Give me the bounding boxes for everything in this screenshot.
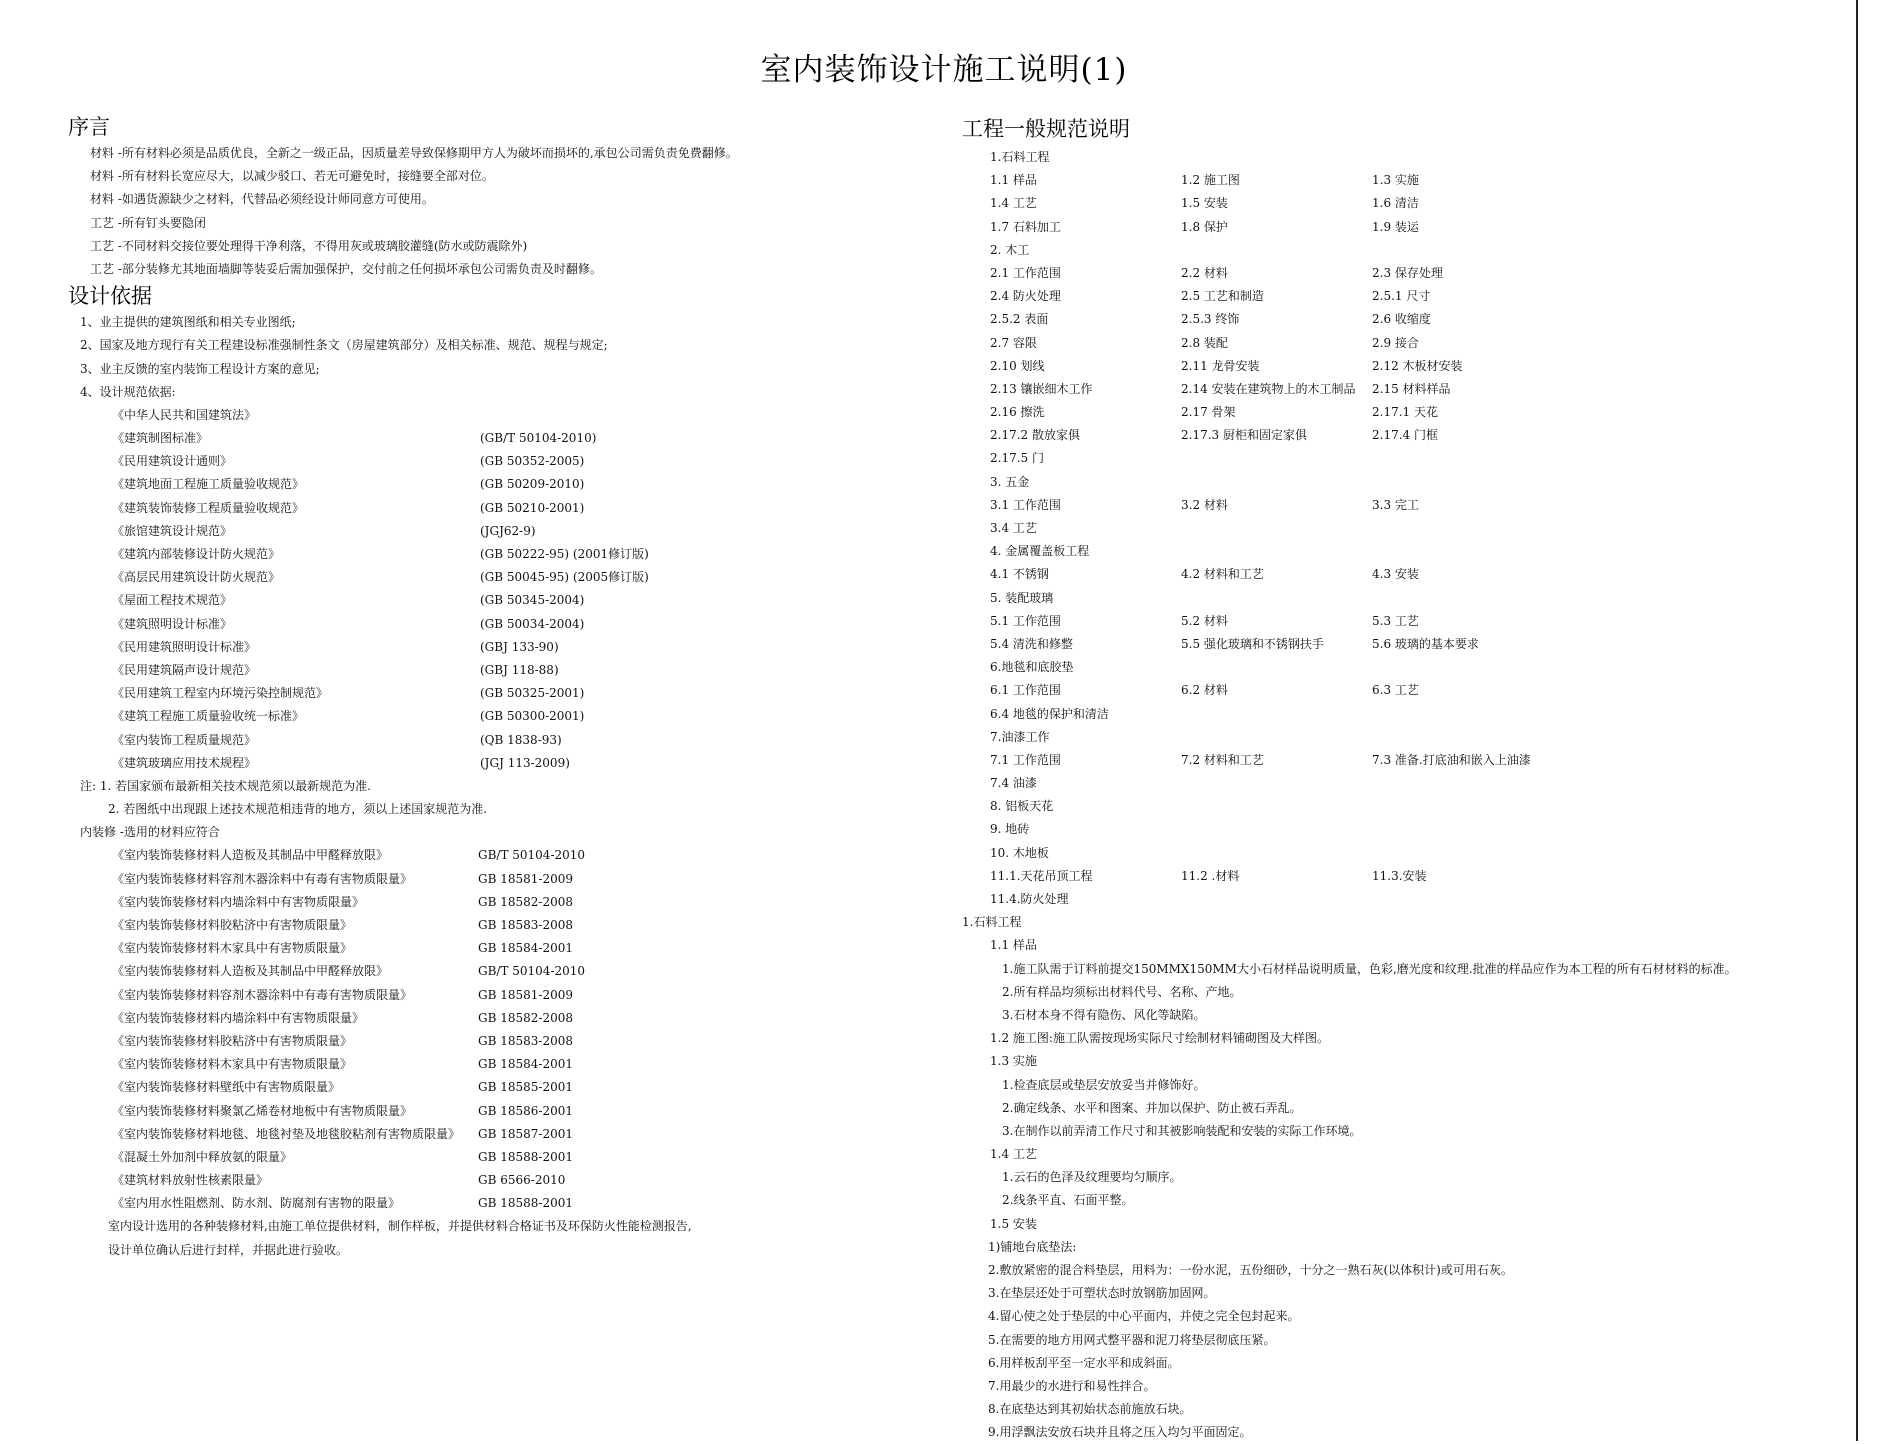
standard-name: 《民用建筑隔声设计规范》	[112, 662, 257, 677]
detail-line: 7.用最少的水进行和易性拌合。	[988, 1378, 1156, 1393]
spec-cell: 4.3 安装	[1372, 567, 1419, 582]
standard-code: (GB/T 50104-2010)	[480, 431, 597, 446]
spec-row	[962, 216, 1842, 239]
standard-row	[68, 752, 948, 775]
standard-code: (GB 50300-2001)	[480, 709, 585, 724]
material-row	[68, 844, 948, 867]
standard-code: (QB 1838-93)	[480, 732, 562, 747]
detail-line: 1.1 样品	[990, 938, 1037, 953]
spec-section-title: 5. 装配玻璃	[990, 590, 1054, 605]
spec-cell: 2.12 木板材安装	[1372, 358, 1463, 373]
spec-cell: 2.10 划线	[990, 358, 1045, 373]
material-name: 《室内装饰装修材料容剂木器涂料中有毒有害物质限量》	[112, 987, 413, 1002]
page-title: 室内装饰设计施工说明(1)	[760, 52, 1128, 88]
spec-cell: 1.6 清洁	[1372, 196, 1419, 211]
material-code: GB 18583-2008	[478, 918, 573, 932]
spec-cell: 1.8 保护	[1181, 219, 1228, 234]
spec-cell: 2.5 工艺和制造	[1181, 289, 1264, 304]
standard-code: (JGJ62-9)	[480, 523, 536, 538]
standard-row	[68, 450, 948, 473]
detail-line: 2.所有样品均须标出材料代号、名称、产地。	[1002, 984, 1242, 999]
standard-name: 《室内装饰工程质量规范》	[112, 732, 257, 747]
basis-item: 1、业主提供的建筑图纸和相关专业图纸;	[80, 315, 296, 330]
standard-row	[68, 636, 948, 659]
material-row	[68, 1169, 948, 1192]
spec-cell: 1.5 安装	[1181, 196, 1228, 211]
material-code: GB/T 50104-2010	[478, 848, 586, 863]
detail-line: 1.施工队需于订料前提交150MMX150MM大小石材样品说明质量，色彩,磨光度和纹理.批准的样品应作为本工程的所有石材材料的标准。	[1002, 961, 1737, 976]
material-name: 《室内装饰装修材料人造板及其制品中甲醛释放限》	[112, 964, 389, 979]
detail-line: 1.云石的色泽及纹理要均匀顺序。	[1002, 1170, 1182, 1185]
detail-line: 8.在底垫达到其初始状态前施放石块。	[988, 1402, 1192, 1417]
material-row	[68, 937, 948, 960]
detail-line: 4.留心使之处于垫层的中心平面内，并使之完全包封起来。	[988, 1309, 1300, 1324]
material-code: GB 18588-2001	[478, 1149, 573, 1164]
spec-cell: 1.9 装运	[1372, 219, 1419, 234]
standards-list	[68, 404, 948, 775]
note-1: 注: 1. 若国家颁布最新相关技术规范须以最新规范为准.	[80, 778, 371, 793]
spec-heading: 工程一般规范说明	[962, 117, 1130, 141]
standard-code: (GB 50045-95) (2005修订版)	[480, 570, 649, 585]
material-code: GB 6566-2010	[478, 1173, 566, 1188]
spec-cell: 1.1 样品	[990, 173, 1037, 188]
spec-section-title: 7.4 油漆	[990, 776, 1037, 791]
spec-section-title: 7.油漆工作	[990, 729, 1050, 744]
standard-name: 《民用建筑照明设计标准》	[112, 639, 257, 654]
material-name: 《室内装饰装修材料容剂木器涂料中有毒有害物质限量》	[112, 871, 413, 886]
spec-cell: 6.1 工作范围	[990, 683, 1061, 698]
standard-row	[68, 520, 948, 543]
detail-line: 6.用样板刮平至一定水平和成斜面。	[988, 1355, 1180, 1370]
detail-line: 2.敷放紧密的混合料垫层，用料为：一份水泥，五份细砂，十分之一熟石灰(以体积计)或可用石灰。	[988, 1263, 1513, 1277]
page-border	[1856, 0, 1858, 1441]
standard-row	[68, 543, 948, 566]
material-row	[68, 868, 948, 891]
spec-row	[962, 424, 1842, 447]
spec-row	[962, 169, 1842, 192]
spec-section-title: 9. 地砖	[990, 822, 1030, 837]
detail-line: 2.线条平直、石面平整。	[1002, 1193, 1134, 1208]
standard-code: (GB 50210-2001)	[480, 500, 585, 515]
standard-row	[68, 473, 948, 496]
standard-row	[68, 659, 948, 682]
detail-line: 2.确定线条、水平和图案、并加以保护、防止被石弄乱。	[1002, 1100, 1302, 1115]
material-name: 《室内装饰装修材料壁纸中有害物质限量》	[112, 1080, 341, 1095]
standard-code: (GBJ 118-88)	[480, 662, 559, 677]
spec-cell: 2.4 防火处理	[990, 289, 1061, 304]
spec-section-title: 6.4 地毯的保护和清洁	[990, 706, 1109, 721]
spec-row	[962, 865, 1842, 888]
spec-section-title: 3. 五金	[990, 474, 1030, 489]
spec-cell: 2.7 容限	[990, 335, 1037, 350]
standard-row	[68, 705, 948, 728]
spec-row	[962, 563, 1842, 586]
material-row	[68, 1007, 948, 1030]
material-row	[68, 1146, 948, 1169]
spec-row	[962, 749, 1842, 772]
standard-name: 《民用建筑设计通则》	[112, 454, 233, 469]
spec-row	[962, 401, 1842, 424]
standard-row	[68, 404, 948, 427]
preface-section	[68, 142, 948, 281]
spec-cell: 4.1 不锈钢	[990, 567, 1049, 582]
spec-cell: 6.2 材料	[1181, 683, 1228, 698]
material-code: GB 18581-2009	[478, 987, 573, 1002]
material-name: 《室内装饰装修材料木家具中有害物质限量》	[112, 1057, 353, 1072]
standard-row	[68, 589, 948, 612]
detail-line: 1.石料工程	[962, 915, 1022, 930]
spec-cell: 2.11 龙骨安装	[1181, 358, 1260, 373]
spec-row	[962, 633, 1842, 656]
material-name: 《室内装饰装修材料内墙涂料中有害物质限量》	[112, 1010, 365, 1025]
material-code: GB 18585-2001	[478, 1080, 573, 1095]
spec-cell: 3.1 工作范围	[990, 497, 1061, 512]
note-2: 2. 若图纸中出现跟上述技术规范相违背的地方，须以上述国家规范为准.	[108, 802, 488, 817]
spec-section-title: 4. 金属覆盖板工程	[990, 544, 1090, 559]
detail-line: 1.检查底层或垫层安放妥当并修饰好。	[1002, 1077, 1206, 1092]
spec-row	[962, 285, 1842, 308]
material-code: GB 18584-2001	[478, 941, 573, 956]
basis-item: 2、国家及地方现行有关工程建设标准强制性条文（房屋建筑部分）及相关标准、规范、规程与规定;	[80, 338, 608, 353]
material-code: GB 18584-2001	[478, 1057, 573, 1072]
material-code: GB 18582-2008	[478, 1010, 573, 1025]
spec-cell: 2.17.4 门框	[1372, 428, 1438, 443]
material-row	[68, 1100, 948, 1123]
basis-item: 3、业主反馈的室内装饰工程设计方案的意见;	[80, 361, 320, 376]
spec-cell: 5.6 玻璃的基本要求	[1372, 636, 1479, 651]
standard-name: 《建筑内部装修设计防火规范》	[112, 547, 281, 561]
basis-section	[68, 311, 948, 1262]
spec-cell: 3.3 完工	[1372, 497, 1419, 512]
spec-row	[962, 679, 1842, 702]
spec-cell: 2.13 镶嵌细木工作	[990, 381, 1093, 396]
detail-line: 1)铺地台底垫法:	[988, 1239, 1077, 1254]
spec-row	[962, 308, 1842, 331]
spec-cell: 2.3 保存处理	[1372, 265, 1443, 280]
standard-code: (GB 50345-2004)	[480, 593, 585, 608]
standard-row	[68, 682, 948, 705]
standard-name: 《中华人民共和国建筑法》	[112, 407, 257, 422]
material-code: GB 18581-2009	[478, 871, 573, 886]
preface-line: 材料 -所有材料必须是品质优良，全新之一级正品，因质量差导致保修期甲方人为破坏而损坏的,承包公司需负责免费翻修。	[90, 146, 738, 160]
spec-cell: 2.17.1 天花	[1372, 405, 1438, 420]
detail-line: 5.在需要的地方用网式整平器和泥刀将垫层彻底压紧。	[988, 1332, 1276, 1347]
detail-line: 1.4 工艺	[990, 1147, 1037, 1162]
spec-cell: 3.2 材料	[1181, 497, 1228, 512]
standard-row	[68, 566, 948, 589]
spec-row	[962, 355, 1842, 378]
spec-section-title: 2.17.5 门	[990, 451, 1044, 466]
spec-cell: 5.1 工作范围	[990, 613, 1061, 628]
preface-line: 工艺 -所有钉头要隐闭	[90, 215, 206, 230]
material-name: 《室内用水性阻燃剂、防水剂、防腐剂有害物的限量》	[112, 1196, 401, 1211]
material-name: 《室内装饰装修材料人造板及其制品中甲醛释放限》	[112, 848, 389, 863]
material-row	[68, 1192, 948, 1215]
detail-line: 3.石材本身不得有隐伤、风化等缺陷。	[1002, 1007, 1206, 1022]
right-column	[962, 114, 1842, 1445]
standard-code: (GB 50034-2004)	[480, 616, 585, 631]
standard-name: 《旅馆建筑设计规范》	[112, 523, 233, 538]
spec-cell: 2.1 工作范围	[990, 265, 1061, 280]
left-column	[68, 112, 948, 1262]
material-name: 《室内装饰装修材料胶粘济中有害物质限量》	[112, 918, 353, 932]
standard-name: 《民用建筑工程室内环境污染控制规范》	[112, 686, 329, 701]
standard-code: (GB 50209-2010)	[480, 477, 585, 492]
preface-line: 工艺 -不同材料交接位要处理得干净利落，不得用灰或玻璃胶灌缝(防水或防震除外)	[90, 238, 528, 253]
material-code: GB 18586-2001	[478, 1103, 573, 1118]
material-row	[68, 984, 948, 1007]
spec-section-title: 6.地毯和底胶垫	[990, 660, 1074, 675]
spec-row	[962, 378, 1842, 401]
spec-cell: 2.16 擦洗	[990, 405, 1045, 420]
spec-cell: 5.4 清洗和修整	[990, 636, 1073, 651]
spec-cell: 5.3 工艺	[1372, 613, 1419, 628]
spec-section-title: 1.石料工程	[990, 150, 1050, 164]
material-name: 《室内装饰装修材料胶粘济中有害物质限量》	[112, 1033, 353, 1048]
standard-code: (GB 50222-95) (2001修订版)	[480, 547, 649, 561]
standard-name: 《高层民用建筑设计防火规范》	[112, 570, 281, 585]
detail-line: 1.5 安装	[990, 1216, 1037, 1231]
preface-line: 材料 -如遇货源缺少之材料，代替品必须经设计师同意方可使用。	[90, 192, 434, 207]
material-row	[68, 891, 948, 914]
material-name: 《室内装饰装修材料木家具中有害物质限量》	[112, 941, 353, 956]
spec-cell: 2.5.2 表面	[990, 312, 1049, 327]
detail-line: 1.3 实施	[990, 1054, 1037, 1069]
material-code: GB 18583-2008	[478, 1033, 573, 1048]
standard-code: (GBJ 133-90)	[480, 639, 559, 654]
material-row	[68, 960, 948, 983]
materials-heading: 内装修 -选用的材料应符合	[80, 825, 220, 840]
standard-row	[68, 613, 948, 636]
detail-line: 1.2 施工图:施工队需按现场实际尺寸绘制材料铺砌图及大样图。	[990, 1031, 1329, 1046]
spec-cell: 2.17.3 厨柜和固定家俱	[1181, 428, 1307, 443]
detail-line: 9.用浮飘法安放石块并且将之压入均匀平面固定。	[988, 1425, 1252, 1440]
material-row	[68, 1076, 948, 1099]
spec-cell: 1.7 石料加工	[990, 219, 1061, 234]
spec-cell: 2.5.1 尺寸	[1372, 289, 1431, 304]
spec-cell: 2.17.2 散放家俱	[990, 428, 1080, 443]
material-row	[68, 914, 948, 937]
basis-heading: 设计依据	[68, 284, 152, 309]
standard-code: (JGJ 113-2009)	[480, 755, 570, 770]
standard-code: (GB 50325-2001)	[480, 686, 585, 701]
preface-line: 工艺 -部分装修尤其地面墙脚等装妥后需加强保护，交付前之任何损坏承包公司需负责及时翻修。	[90, 261, 602, 276]
spec-section-title: 11.4.防火处理	[990, 892, 1069, 906]
standard-name: 《建筑玻璃应用技术规程》	[112, 755, 257, 770]
standard-row	[68, 497, 948, 520]
standard-code: (GB 50352-2005)	[480, 454, 585, 469]
spec-cell: 2.17 骨架	[1181, 405, 1236, 420]
material-row	[68, 1030, 948, 1053]
spec-cell: 6.3 工艺	[1372, 683, 1419, 698]
spec-index	[962, 146, 1842, 911]
standard-name: 《建筑工程施工质量验收统一标准》	[112, 709, 305, 724]
material-name: 《室内装饰装修材料地毯、地毯衬垫及地毯胶粘剂有害物质限量》	[112, 1126, 461, 1141]
material-name: 《建筑材料放射性核素限量》	[112, 1173, 269, 1188]
spec-cell: 11.2 .材料	[1181, 868, 1240, 883]
spec-section-title: 10. 木地板	[990, 845, 1049, 860]
standard-row	[68, 729, 948, 752]
spec-cell: 1.4 工艺	[990, 196, 1037, 211]
spec-cell: 5.2 材料	[1181, 613, 1228, 628]
spec-section-title: 8. 铝板天花	[990, 799, 1054, 814]
materials-list	[68, 844, 948, 1215]
spec-cell: 2.9 接合	[1372, 335, 1419, 350]
spec-cell: 2.15 材料样品	[1372, 381, 1451, 396]
standard-name: 《建筑照明设计标准》	[112, 616, 233, 631]
material-code: GB 18582-2008	[478, 894, 573, 909]
basis-item: 4、设计规范依据:	[80, 384, 176, 399]
spec-row	[962, 332, 1842, 355]
spec-section-title: 2. 木工	[990, 242, 1030, 257]
spec-row	[962, 262, 1842, 285]
standard-name: 《屋面工程技术规范》	[112, 593, 233, 608]
spec-cell: 2.8 装配	[1181, 335, 1228, 350]
spec-cell: 2.2 材料	[1181, 265, 1228, 280]
material-row	[68, 1053, 948, 1076]
material-code: GB 18588-2001	[478, 1196, 573, 1211]
spec-detail	[962, 911, 1842, 1444]
spec-cell: 5.5 强化玻璃和不锈钢扶手	[1181, 636, 1324, 651]
standard-name: 《建筑制图标准》	[112, 431, 209, 446]
material-code: GB 18587-2001	[478, 1126, 573, 1141]
spec-cell: 11.3.安装	[1372, 868, 1427, 883]
spec-row	[962, 610, 1842, 633]
spec-row	[962, 494, 1842, 517]
detail-line: 3.在制作以前弄清工作尺寸和其被影响装配和安装的实际工作环境。	[1002, 1123, 1362, 1138]
spec-cell: 1.3 实施	[1372, 173, 1419, 188]
detail-line: 3.在垫层还处于可塑状态时放钢筋加固网。	[988, 1286, 1216, 1301]
spec-cell: 4.2 材料和工艺	[1181, 567, 1264, 582]
spec-cell: 7.2 材料和工艺	[1181, 752, 1264, 767]
spec-cell: 2.6 收缩度	[1372, 312, 1431, 327]
preface-heading: 序言	[68, 115, 110, 139]
spec-cell: 1.2 施工图	[1181, 173, 1240, 188]
spec-cell: 2.5.3 终饰	[1181, 312, 1240, 327]
material-row	[68, 1123, 948, 1146]
material-code: GB/T 50104-2010	[478, 964, 586, 979]
tail-line: 设计单位确认后进行封样，并据此进行验收。	[108, 1242, 349, 1257]
material-name: 《室内装饰装修材料聚氯乙烯卷材地板中有害物质限量》	[112, 1103, 413, 1118]
spec-cell: 7.3 准备.打底油和嵌入上油漆	[1372, 752, 1531, 767]
material-name: 《室内装饰装修材料内墙涂料中有害物质限量》	[112, 894, 365, 909]
spec-section-title: 3.4 工艺	[990, 521, 1037, 535]
spec-row	[962, 192, 1842, 215]
material-name: 《混凝土外加剂中释放氨的限量》	[112, 1149, 293, 1164]
standard-name: 《建筑装饰装修工程质量验收规范》	[112, 500, 305, 515]
tail-line: 室内设计选用的各种装修材料,由施工单位提供材料，制作样板，并提供材料合格证书及环保防火性能检测报告,	[108, 1219, 692, 1234]
spec-cell: 7.1 工作范围	[990, 752, 1061, 767]
spec-cell: 11.1.天花吊顶工程	[990, 868, 1093, 883]
spec-cell: 2.14 安装在建筑物上的木工制品	[1181, 381, 1356, 396]
standard-name: 《建筑地面工程施工质量验收规范》	[112, 477, 305, 492]
standard-row	[68, 427, 948, 450]
preface-line: 材料 -所有材料长宽应尽大，以减少驳口、若无可避免时，接缝要全部对位。	[90, 169, 494, 184]
